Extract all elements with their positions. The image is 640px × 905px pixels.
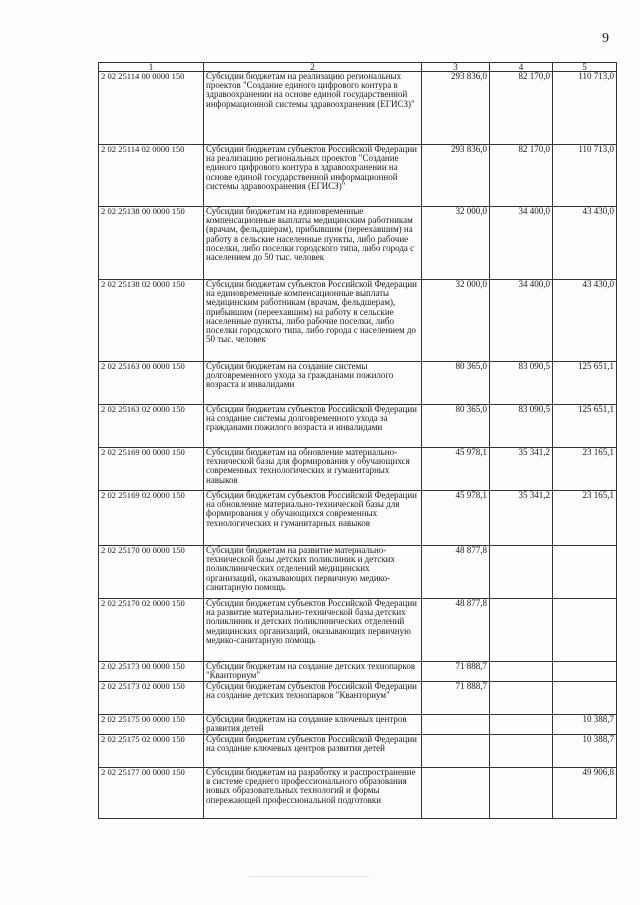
description-cell: Субсидии бюджетам субъектов Российской Федерации на создание ключевых центров развития детей [204,735,422,768]
amount-col-3-cell: 32 000,0 [422,280,490,362]
description-cell: Субсидии бюджетам субъектов Российской Федерации на единовременные компенсационные выплаты медицинским работникам (врачам, фельдшерам), прибывшим (переехавшим) на работу в сельские населенные пункты, либо рабочие поселки, либо поселки городского типа, либо города с населением до 50 тыс. человек [204,280,422,362]
amount-col-3-cell: 71 888,7 [422,662,490,682]
table-row [99,682,617,715]
amount-col-5-cell [553,599,617,662]
description-cell: Субсидии бюджетам субъектов Российской Федерации на обновление материально-технической базы для формирования у обучающихся современных технологических и гуманитарных навыков [204,491,422,546]
amount-col-4-cell: 34 400,0 [490,207,553,280]
budget-code-cell: 2 02 25138 02 0000 150 [99,280,204,362]
budget-code-cell: 2 02 25175 02 0000 150 [99,735,204,768]
amount-col-3-cell [422,768,490,819]
amount-col-5-cell: 49 906,8 [553,768,617,819]
amount-col-5-cell [553,682,617,715]
amount-col-5-cell: 23 165,1 [553,491,617,546]
amount-col-4-cell: 83 090,5 [490,362,553,405]
amount-col-4-cell: 82 170,0 [490,72,553,145]
budget-code-cell: 2 02 25170 02 0000 150 [99,599,204,662]
amount-col-5-cell [553,546,617,599]
amount-col-3-cell: 32 000,0 [422,207,490,280]
amount-col-4-cell: 34 400,0 [490,280,553,362]
amount-col-3-cell [422,715,490,735]
amount-col-3-cell: 45 978,1 [422,448,490,491]
amount-col-4-cell [490,682,553,715]
description-cell: Субсидии бюджетам субъектов Российской Федерации на реализацию региональных проектов "Создание единого цифрового контура в здравоохранении на основе единой государственной информационной системы здравоохранения (ЕГИСЗ)" [204,145,422,207]
amount-col-5-cell: 10 388,7 [553,715,617,735]
amount-col-3-cell: 293 836,0 [422,72,490,145]
table-row [99,405,617,448]
amount-col-4-cell: 35 341,2 [490,448,553,491]
amount-col-5-cell: 43 430,0 [553,280,617,362]
amount-col-5-cell: 125 651,1 [553,405,617,448]
amount-col-3-cell: 80 365,0 [422,362,490,405]
description-cell: Субсидии бюджетам на разработку и распространение в системе среднего профессионального образования новых образовательных технологий и формы опережающей профессиональной подготовки [204,768,422,819]
budget-code-cell: 2 02 25175 00 0000 150 [99,715,204,735]
amount-col-4-cell [490,768,553,819]
amount-col-4-cell: 35 341,2 [490,491,553,546]
column-header-4: 4 [490,63,553,72]
description-cell: Субсидии бюджетам на создание системы долговременного ухода за гражданами пожилого возраста и инвалидами [204,362,422,405]
budget-code-cell: 2 02 25173 02 0000 150 [99,682,204,715]
table-header-row [99,63,617,72]
table-row [99,768,617,819]
scan-artifact [250,876,370,885]
page-number: 9 [602,31,609,46]
budget-code-cell: 2 02 25163 00 0000 150 [99,362,204,405]
amount-col-3-cell: 48 877,8 [422,599,490,662]
amount-col-3-cell: 45 978,1 [422,491,490,546]
budget-code-cell: 2 02 25163 02 0000 150 [99,405,204,448]
table-row [99,491,617,546]
amount-col-5-cell: 110 713,0 [553,72,617,145]
budget-table [98,62,617,819]
description-cell: Субсидии бюджетам на единовременные компенсационные выплаты медицинским работникам (врачам, фельдшерам), прибывшим (переехавшим) на работу в сельские населенные пункты, либо рабочие поселки, либо поселки городского типа, либо города с населением до 50 тыс. человек [204,207,422,280]
budget-code-cell: 2 02 25170 00 0000 150 [99,546,204,599]
amount-col-3-cell: 71 888,7 [422,682,490,715]
table-row [99,145,617,207]
table-row [99,546,617,599]
column-header-1: 1 [99,63,204,72]
description-cell: Субсидии бюджетам субъектов Российской Федерации на развитие материально-технической базы детских поликлиник и детских поликлинических отделений медицинских организаций, оказывающих первичную медико-санитарную помощь [204,599,422,662]
amount-col-4-cell [490,715,553,735]
table-row [99,735,617,768]
description-cell: Субсидии бюджетам субъектов Российской Федерации на создание детских технопарков "Кванториум" [204,682,422,715]
table-row [99,662,617,682]
budget-code-cell: 2 02 25173 00 0000 150 [99,662,204,682]
table-row [99,448,617,491]
amount-col-3-cell: 48 877,8 [422,546,490,599]
budget-code-cell: 2 02 25114 00 0000 150 [99,72,204,145]
column-header-2: 2 [204,63,422,72]
column-header-3: 3 [422,63,490,72]
budget-code-cell: 2 02 25177 00 0000 150 [99,768,204,819]
table-row [99,207,617,280]
budget-code-cell: 2 02 25169 00 0000 150 [99,448,204,491]
amount-col-3-cell: 80 365,0 [422,405,490,448]
amount-col-5-cell [553,662,617,682]
description-cell: Субсидии бюджетам на развитие материально-технической базы детских поликлиник и детских поликлинических отделений медицинских организаций, оказывающих первичную медико-санитарную помощь [204,546,422,599]
table-row [99,715,617,735]
amount-col-4-cell: 83 090,5 [490,405,553,448]
description-cell: Субсидии бюджетам субъектов Российской Федерации на создание системы долговременного ухода за гражданами пожилого возраста и инвалидами [204,405,422,448]
amount-col-3-cell [422,735,490,768]
amount-col-3-cell: 293 836,0 [422,145,490,207]
amount-col-4-cell [490,735,553,768]
table-row [99,280,617,362]
budget-code-cell: 2 02 25138 00 0000 150 [99,207,204,280]
budget-code-cell: 2 02 25114 02 0000 150 [99,145,204,207]
amount-col-4-cell [490,599,553,662]
amount-col-5-cell: 10 388,7 [553,735,617,768]
amount-col-4-cell [490,546,553,599]
amount-col-5-cell: 43 430,0 [553,207,617,280]
description-cell: Субсидии бюджетам на обновление материально-технической базы для формирования у обучающихся современных технологических и гуманитарных навыков [204,448,422,491]
amount-col-4-cell [490,662,553,682]
table-row [99,72,617,145]
description-cell: Субсидии бюджетам на реализацию региональных проектов "Создание единого цифрового контура в здравоохранении на основе единой государственной информационной системы здравоохранения (ЕГИСЗ)" [204,72,422,145]
amount-col-5-cell: 110 713,0 [553,145,617,207]
budget-code-cell: 2 02 25169 02 0000 150 [99,491,204,546]
amount-col-5-cell: 125 651,1 [553,362,617,405]
table-row [99,599,617,662]
description-cell: Субсидии бюджетам на создание детских технопарков "Кванториум" [204,662,422,682]
description-cell: Субсидии бюджетам на создание ключевых центров развития детей [204,715,422,735]
amount-col-4-cell: 82 170,0 [490,145,553,207]
table-row [99,362,617,405]
amount-col-5-cell: 23 165,1 [553,448,617,491]
column-header-5: 5 [553,63,617,72]
